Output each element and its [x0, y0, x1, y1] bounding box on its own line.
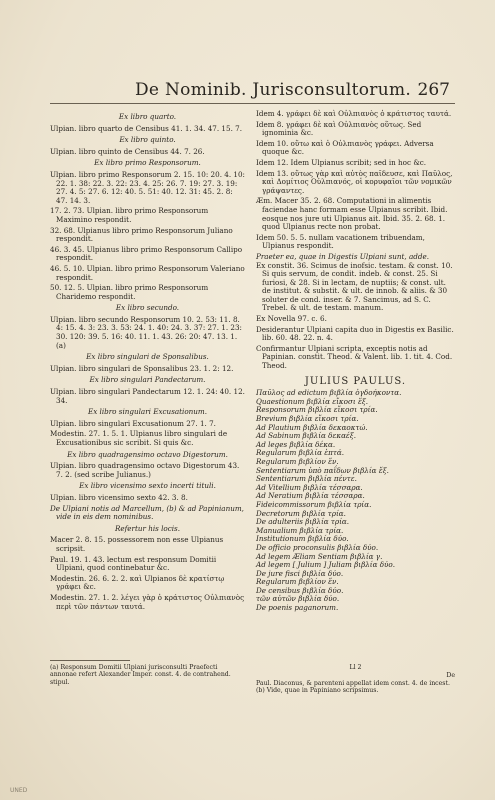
citation-entry: Æm. Macer 35. 2. 68. Computationi in alimentis faciendae hanc formam esse Ulpianus scribit. Ibid. eosque nos jure uti Ulpianus ait. Ibid. 35. 2. 68. 1. quod Ulpianus recte non probat. — [256, 196, 448, 232]
work-entry: De poenis paganorum. — [256, 603, 339, 613]
citation-entry: Idem 10. οὕτω καὶ ὁ Οὐλπιανὸς γράφει. Adversa quoque &c. — [256, 138, 434, 157]
work-entry: Fideicommissorum βιβλία τρία. — [256, 499, 372, 509]
citation-entry: Idem 12. Idem Ulpianus scribit; sed in hoc &c. — [256, 157, 427, 167]
citation-entry: Ulpian. libro quadragensimo octavo Digestorum 43. 7. 2. (sed scribe Julianus.) — [50, 461, 240, 479]
citation-entry: Paul. 19. 1. 43. lectum est responsum Domitii Ulpiani, quod continebatur &c. — [50, 554, 217, 573]
citation-entry: Ulpian. libro quinto de Censibus 44. 7. 26. — [50, 146, 205, 156]
work-entry: Ad legem [ Julium ] Juliam βιβλία δύο. — [256, 560, 396, 570]
citation-entry: Idem 8. γράφει δὲ καὶ Οὐλπιανὸς οὕτως. Sed ignominia &c. — [256, 119, 422, 138]
work-entry: Ad Sabinum βιβλία δεκαέξ. — [256, 431, 357, 441]
work-entry: Institutionum βιβλία δύο. — [256, 534, 349, 544]
left-column — [50, 110, 245, 613]
citation-entry: 46. 3. 45. Ulpianus libro primo Responsorum Callipo respondit. — [50, 244, 243, 263]
citation-entry: Praeter ea, quae in Digestis Ulpiani sunt, adde. — [256, 251, 429, 261]
section-heading: Ex libro vicensimo sexto incerti tituli. — [79, 481, 216, 491]
work-entry: De jure fisci βιβλία δύο. — [256, 568, 344, 578]
section-heading: Ex libro singulari Excusationum. — [87, 407, 208, 417]
citation-entry: Idem 50. 5. 5. nullam vacationem tribuendam, Ulpianus respondit. — [256, 232, 425, 251]
right-column — [256, 110, 455, 613]
section-heading: Ex libro quinto. — [119, 135, 176, 145]
footnote-a: (a) Responsum Domitii Ulpiani jurisconsulti Praefecti annonae refert Alexander Imper. const. 4. de contrahend. stipul. — [50, 664, 231, 686]
citation-entry: 46. 5. 10. Ulpian. libro primo Responsorum Valeriano respondit. — [50, 263, 245, 282]
work-entry: Regularum βιβλία ἑπτά. — [256, 448, 344, 458]
work-entry: Manualium βιβλία τρία. — [256, 525, 344, 535]
citation-entry: Ex Novella 97. c. 6. — [256, 314, 327, 324]
work-entry: Ad legem Æliam Sentiam βιβλία γ. — [256, 551, 383, 561]
citation-entry: De Ulpiani notis ad Marcellum, (b) & ad Papinianum, vide in eis dem nominibus. — [50, 503, 244, 522]
section-heading: Ex libro singulari Pandectarum. — [89, 375, 206, 385]
work-entry: Decretorum βιβλία τρία. — [256, 508, 346, 518]
right-footer — [256, 664, 455, 695]
citation-entry: Ulpian. libro singulari Excusationum 27. 1. 7. — [50, 418, 216, 428]
citation-entry: Ulpian. libro quarto de Censibus 41. 1. 34. 47. 15. 7. — [50, 123, 243, 133]
citation-entry: Desiderantur Ulpiani capita duo in Digestis ex Basilic. lib. 60. 48. 22. n. 4. — [256, 324, 454, 343]
citation-entry: Ex constit. 36. Scimus de inofsic. testam. & const. 10. Si quis servum, de condit. indeb. & const. 25. Si furiosi, & 28. Si in lectam, de nuptiis; & const. ult. de institut. & substit. & ult. de innob. & aliis. & 30 soluter de cond. inser. & 7. Sancimus, ad S. C. Trebel. & ult. de testam. manum. — [256, 260, 453, 313]
footnote-paul: Paul. Diaconus, & parenteni appellat idem const. 4. de incest. — [256, 679, 450, 687]
citation-entry: Idem 13. οὕτως γὰρ καὶ αὐτὸς παῖδευσε, καὶ Παῦλος, καὶ Δομίτιος Οὐλπιανός, οἱ κορυφαῖοι τῶν νομικῶν γράψαντες. — [256, 168, 453, 195]
citation-entry: Ulpian. libro singulari de Sponsalibus 23. 1. 2: 12. — [50, 363, 234, 373]
work-entry: Sententiarum ὑπὸ παΐδων βιβλία ἕξ. — [256, 465, 389, 475]
footnote-b: (b) Vide, quae in Papiniano scripsimus. — [256, 687, 379, 695]
work-entry: Responsorum βιβλία εἴκοσι τρία. — [256, 405, 378, 415]
section-heading: Ex libro quarto. — [118, 112, 177, 121]
work-entry: Regularum βιβλίον ἕν. — [256, 577, 339, 587]
watermark: UNED — [10, 787, 28, 794]
work-entry: De censibus βιβλία δύο. — [256, 585, 344, 595]
work-entry: Ad Plautium βιβλία δεκαοκτώ. — [256, 422, 368, 432]
work-entry: τῶν αὐτῶν βιβλία δύο. — [256, 594, 340, 604]
citation-entry: Modestin. 26. 6. 2. 2. καὶ Ulpianos δὲ κρατίστῳ γράφει &c. — [50, 573, 225, 592]
work-entry: Sententiarum βιβλία πέντε. — [256, 474, 357, 484]
work-entry: Ad Neratium βιβλία τέσσαρα. — [256, 491, 365, 501]
citation-entry: Ulpian. libro primo Responsorum 2. 15. 10: 20. 4. 10: 22. 1. 38: 22. 3. 22: 23. 4. 25: 26. 7. 19: 27. 3. 19: 27. 4. 5: 27. 6. 12: 40. 5. 51: 40. 12. 31: 45. 2. 8: 47. 14. 3. — [50, 169, 245, 205]
work-entry: Ad Vitellium βιβλία τέσσαρα. — [256, 482, 363, 492]
page-number: 267 — [417, 80, 450, 100]
citation-entry: Idem 4. γράφει δὲ καὶ Οὐλπιανὸς ὁ κράτιστος ταυτά. — [256, 109, 452, 118]
citation-entry: 17. 2. 73. Ulpian. libro primo Responsorum Maximino respondit. — [50, 206, 209, 224]
section-heading: Ex libro primo Responsorum. — [94, 158, 201, 168]
citation-entry: Macer 2. 8. 15. possessorem non esse Ulpianus scripsit. — [50, 535, 224, 553]
signature-mark: Ll 2 — [349, 664, 362, 671]
section-heading: Ex libro secundo. — [115, 303, 180, 313]
footnote-rule — [50, 660, 130, 661]
citation-entry: Modestin. 27. 1. 5. 1. Ulpianus libro singulari de Excusationibus sic scribit. Si quis &c. — [50, 429, 228, 447]
work-entry: Regularum βιβλίον ἕν. — [256, 456, 339, 466]
running-title: De Nominib. Jurisconsultorum. — [135, 80, 412, 100]
work-entry: Brevium βιβλία εἴκοσι τρία. — [256, 414, 359, 423]
citation-entry: Ulpian. libro secundo Responsorum 10. 2. 53: 11. 8. 4: 15. 4. 3: 23. 3. 53: 24. 1. 40: 24. 3. 37: 27. 1. 23: 30. 120: 39. 5. 16: 40. 11. 1. 43. 26: 20: 47. 13. 1. (a) — [50, 314, 242, 350]
work-entry: Παῦλος ad edictum βιβλία ὀγδοήκοντα. — [256, 388, 402, 398]
catchword: De — [446, 672, 455, 680]
citation-entry: 50. 12. 5. Ulpian. libro primo Responsorum Charidemo respondit. — [50, 283, 209, 301]
section-heading: Ex libro quadragensimo octavo Digestorum. — [67, 449, 228, 459]
page-header — [110, 80, 450, 102]
work-entry: De adulteriis βιβλία τρία. — [256, 517, 350, 527]
citation-entry: 32. 68. Ulpianus libro primo Responsorum Juliano respondit. — [50, 225, 233, 244]
citation-entry: Modestin. 27. 1. 2. λέγει γὰρ ὁ κράτιστος Οὐλπιανὸς περὶ τῶν πάντων ταυτά. — [50, 592, 245, 611]
citation-entry: Ulpian. libro vicensimo sexto 42. 3. 8. — [50, 492, 188, 502]
section-heading: Refertur his locis. — [114, 523, 181, 533]
work-entry: De officio proconsulis βιβλία δύο. — [256, 542, 379, 552]
header-rule — [50, 103, 455, 104]
citation-entry: Confirmantur Ulpiani scripta, exceptis notis ad Papinian. constit. Theod. & Valent. lib. 1. tit. 4. Cod. Theod. — [256, 343, 453, 371]
work-entry: Ad leges βιβλία δέκα. — [256, 439, 336, 449]
jurist-heading: JULIUS PAULUS. — [304, 375, 407, 387]
citation-entry: Ulpian. libro singulari Pandectarum 12. 1. 24: 40. 12. 34. — [50, 387, 245, 405]
work-entry: Quaestionum βιβλία εἴκοσι ἕξ. — [256, 396, 369, 406]
section-heading: Ex libro singulari de Sponsalibus. — [86, 352, 209, 362]
